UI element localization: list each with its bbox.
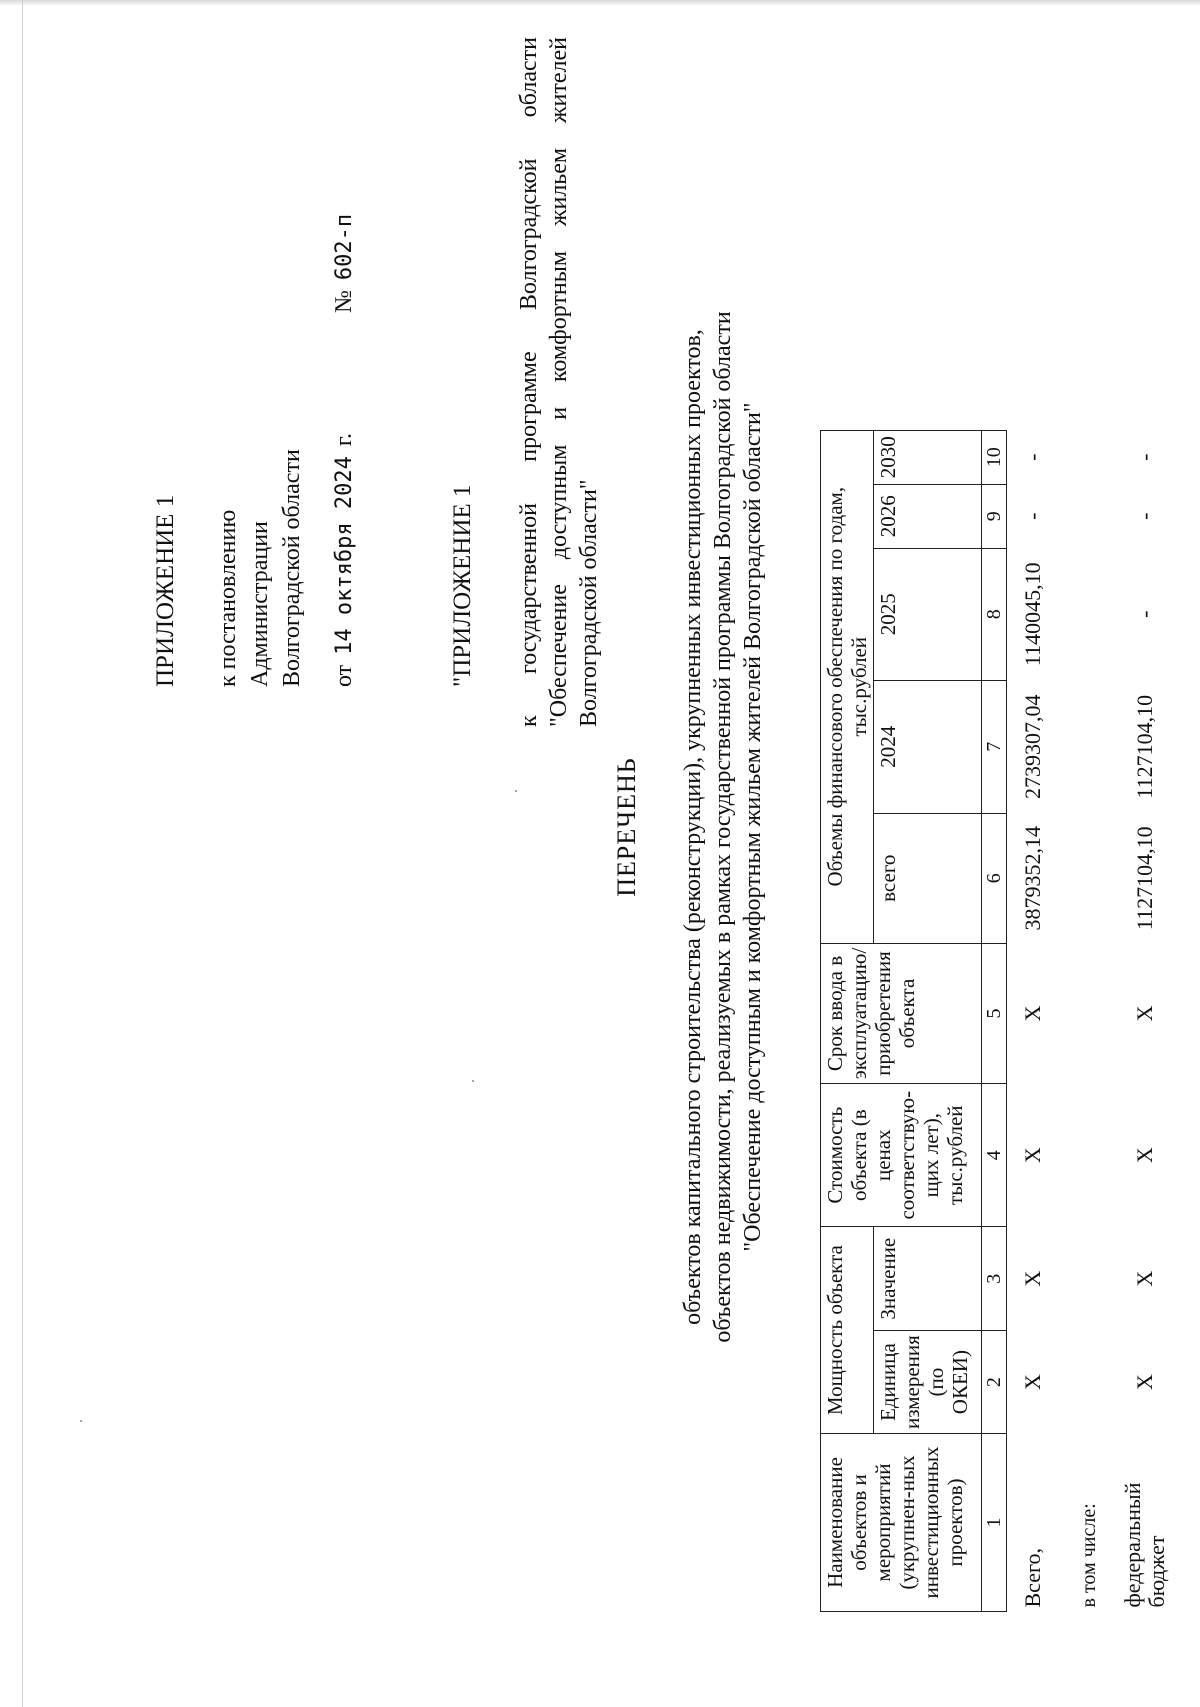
cell-2025: - bbox=[1132, 610, 1157, 618]
cell-2030: - bbox=[1132, 453, 1157, 461]
table-row-federal bbox=[1119, 430, 1171, 1611]
row-label: федеральный бюджет bbox=[1120, 1482, 1169, 1608]
header-capacity: Мощность объекта bbox=[821, 1227, 874, 1434]
cell-2030: - bbox=[1020, 453, 1045, 461]
column-number-row bbox=[982, 430, 1007, 1611]
cell-cost: Х bbox=[1020, 1147, 1045, 1164]
cell-2026: - bbox=[1020, 512, 1045, 520]
decree-date-line bbox=[328, 67, 361, 687]
program-appendix bbox=[448, 37, 604, 727]
cell-2024: 1127104,10 bbox=[1132, 694, 1157, 799]
decree-number: 602-п bbox=[332, 213, 357, 281]
cell-unit: Х bbox=[1132, 1374, 1157, 1391]
header-2025: 2025 bbox=[874, 548, 982, 680]
cell-value: Х bbox=[1020, 1270, 1045, 1287]
header-cost: Стоимость объекта (в ценах соответствую-щих лет), тыс.рублей bbox=[821, 1084, 982, 1227]
column-number: 10 bbox=[982, 430, 1007, 484]
program-appendix-title: "ПРИЛОЖЕНИЕ 1 bbox=[449, 484, 476, 687]
column-number: 8 bbox=[982, 548, 1007, 680]
program-appendix-text: к государственной программе Волгоградской области "Обеспечение доступным и комфортным жильем жителей Волгоградской области" bbox=[516, 37, 602, 727]
appendix-header bbox=[150, 67, 361, 687]
column-number: 1 bbox=[982, 1434, 1007, 1612]
appendix-line-1: к постановлению bbox=[215, 509, 241, 687]
date-prefix: от bbox=[331, 664, 357, 687]
row-label: Всего, bbox=[1020, 1548, 1045, 1608]
date-suffix: г. bbox=[331, 433, 357, 447]
column-number: 2 bbox=[982, 1331, 1007, 1434]
objects-table bbox=[820, 430, 1171, 1612]
cell-unit: Х bbox=[1020, 1374, 1045, 1391]
number-label: № bbox=[331, 290, 357, 313]
cell-2025: 1140045,10 bbox=[1020, 562, 1045, 667]
cell-cost: Х bbox=[1132, 1147, 1157, 1164]
cell-commissioning: Х bbox=[1020, 1005, 1045, 1022]
header-2030: 2030 bbox=[874, 430, 982, 484]
cell-commissioning: Х bbox=[1132, 1005, 1157, 1022]
column-number: 6 bbox=[982, 813, 1007, 943]
cell-value: Х bbox=[1132, 1270, 1157, 1287]
decree-date: 14 октября 2024 bbox=[332, 456, 357, 655]
list-heading bbox=[612, 7, 768, 1647]
cell-total: 3879352,14 bbox=[1020, 825, 1045, 931]
header-commissioning: Срок ввода в эксплуатацию/ приобретения объекта bbox=[821, 943, 982, 1083]
list-description: объектов капитального строительства (реконструкции), укрупненных инвестиционных проектов, объектов недвижимости, реализуемых в рамках государственной программы Волгоградской области "Обеспечение доступным и комфортным жильем жителей Волгоградской области" bbox=[680, 311, 766, 1343]
cell-total: 1127104,10 bbox=[1132, 826, 1157, 931]
cell-2026: - bbox=[1132, 512, 1157, 520]
header-total: всего bbox=[874, 813, 982, 943]
appendix-line-2: Администрации bbox=[247, 521, 273, 687]
row-label: в том числе: bbox=[1078, 1503, 1100, 1608]
table-row-including bbox=[1059, 430, 1119, 1611]
column-number: 4 bbox=[982, 1084, 1007, 1227]
column-number: 9 bbox=[982, 484, 1007, 548]
appendix-line-3: Волгоградской области bbox=[279, 449, 305, 687]
header-2026: 2026 bbox=[874, 484, 982, 548]
table-row-total bbox=[1007, 430, 1060, 1611]
header-funding: Объемы финансового обеспечения по годам, тыс.рублей bbox=[821, 430, 874, 943]
header-name: Наименование объектов и мероприятий (укрупнен-ных инвестиционных проектов) bbox=[821, 1434, 982, 1612]
header-value: Значение bbox=[874, 1227, 982, 1331]
column-number: 5 bbox=[982, 943, 1007, 1083]
column-number: 7 bbox=[982, 680, 1007, 813]
column-number: 3 bbox=[982, 1227, 1007, 1331]
header-unit: Единица измерения (по ОКЕИ) bbox=[874, 1331, 982, 1434]
header-2024: 2024 bbox=[874, 680, 982, 813]
list-title: ПЕРЕЧЕНЬ bbox=[612, 757, 641, 897]
cell-2024: 2739307,04 bbox=[1020, 694, 1045, 799]
appendix-title: ПРИЛОЖЕНИЕ 1 bbox=[152, 494, 179, 687]
